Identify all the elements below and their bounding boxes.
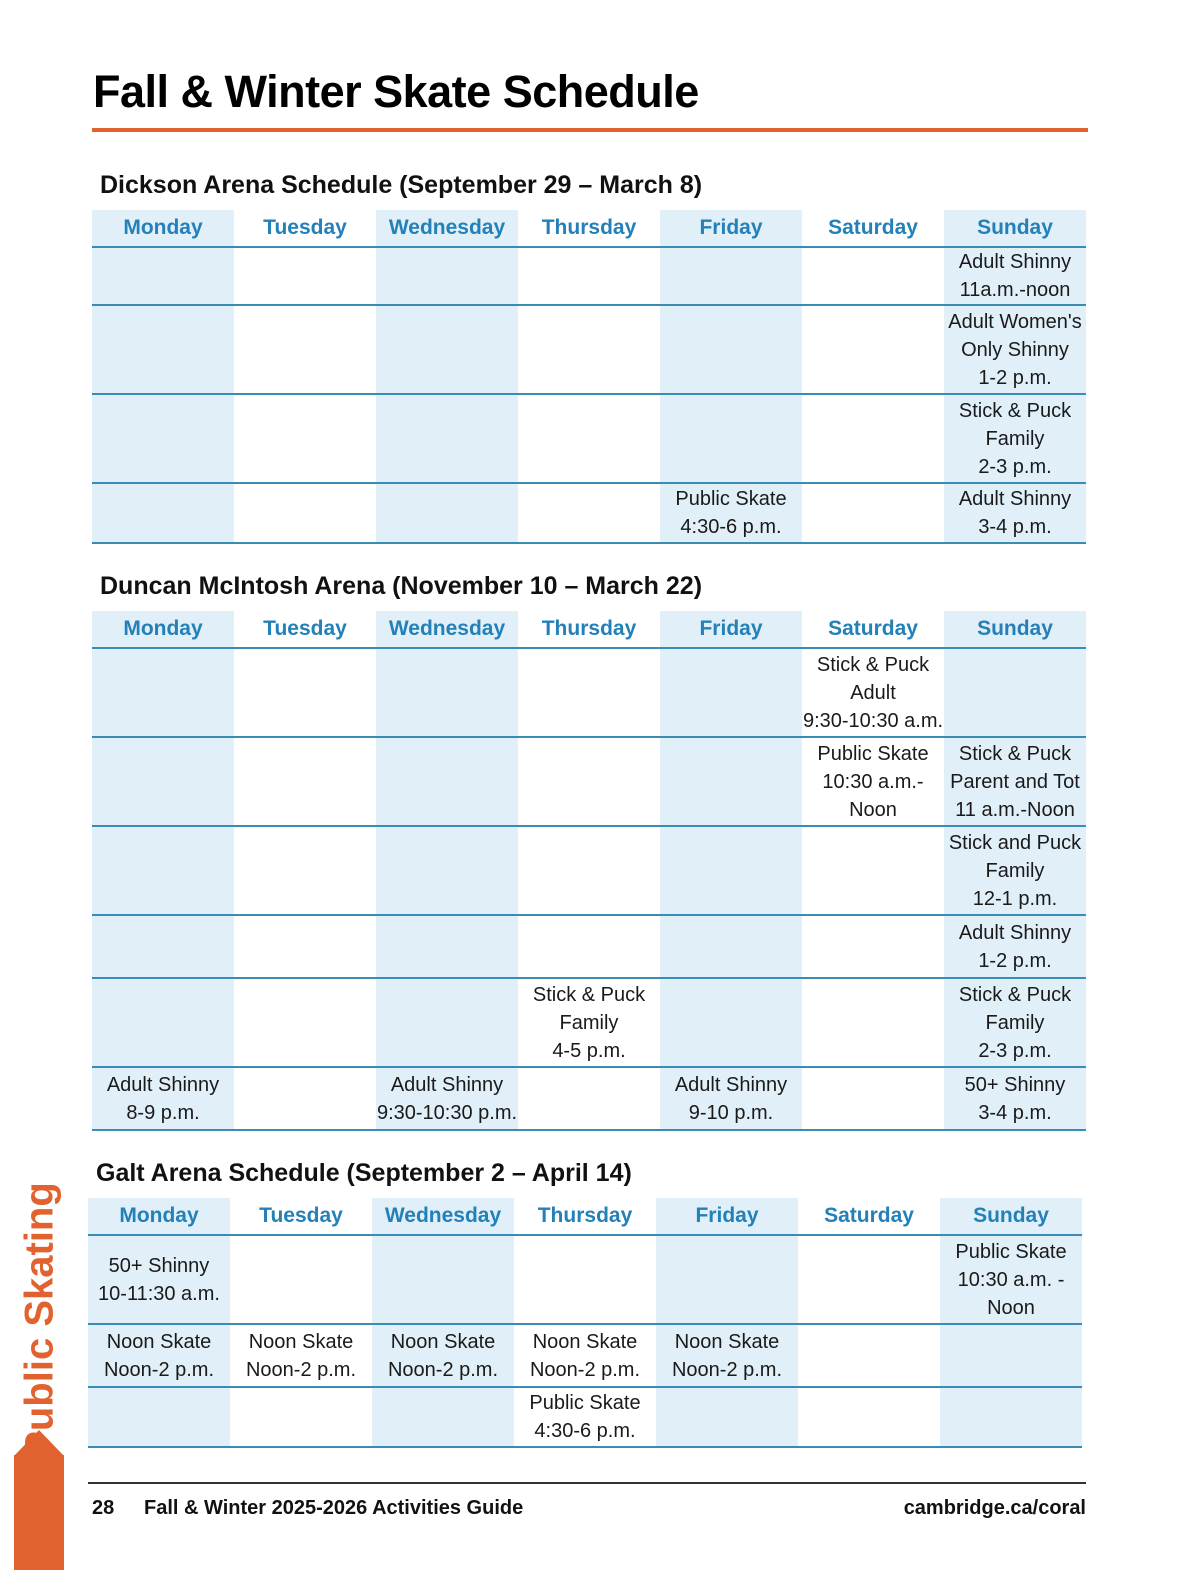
- schedule-cell-friday: [660, 737, 802, 826]
- activity-text: Adult Shinny 9:30-10:30 p.m.: [376, 1073, 518, 1124]
- guide-title: Fall & Winter 2025-2026 Activities Guide: [144, 1497, 524, 1519]
- day-header-sunday: Sunday: [940, 1198, 1082, 1235]
- section-heading: Dickson Arena Schedule (September 29 – March 8): [100, 171, 703, 199]
- schedule-cell-monday: [92, 483, 234, 543]
- table-row: [92, 648, 1086, 737]
- schedule-cell-friday: [660, 247, 802, 305]
- schedule-cell-tuesday: [234, 483, 376, 543]
- section-heading: Duncan McIntosh Arena (November 10 – March 22): [100, 572, 703, 600]
- section-heading: Galt Arena Schedule (September 2 – April 14): [96, 1159, 632, 1187]
- day-header-tuesday: Tuesday: [234, 611, 376, 648]
- schedule-cell-thursday: [518, 1067, 660, 1130]
- activity-text: 50+ Shinny 10-11:30 a.m.: [98, 1254, 220, 1305]
- schedule-cell-monday: [88, 1235, 230, 1324]
- schedule-cell-friday: [656, 1387, 798, 1447]
- activity-text: Adult Women's Only Shinny 1-2 p.m.: [948, 310, 1082, 389]
- schedule-cell-saturday: [802, 737, 944, 826]
- activity-text: Adult Shinny 9-10 p.m.: [674, 1073, 788, 1124]
- schedule-table: [92, 611, 1086, 1131]
- schedule-cell-monday: [92, 247, 234, 305]
- schedule-cell-monday: [92, 978, 234, 1067]
- schedule-cell-sunday: [944, 978, 1086, 1067]
- table-row: [92, 826, 1086, 915]
- schedule-cell-tuesday: [234, 394, 376, 483]
- table-row: [92, 305, 1086, 394]
- day-header-friday: Friday: [656, 1198, 798, 1235]
- schedule-cell-sunday: [940, 1324, 1082, 1387]
- table-row: [88, 1324, 1082, 1387]
- schedule-cell-tuesday: [234, 1067, 376, 1130]
- table-row: [92, 394, 1086, 483]
- schedule-cell-tuesday: [230, 1324, 372, 1387]
- schedule-cell-wednesday: [372, 1235, 514, 1324]
- schedule-cell-tuesday: [234, 648, 376, 737]
- day-header-wednesday: Wednesday: [376, 611, 518, 648]
- schedule-cell-wednesday: [376, 978, 518, 1067]
- schedule-cell-monday: [92, 305, 234, 394]
- schedule-cell-saturday: [802, 648, 944, 737]
- schedule-cell-sunday: [944, 737, 1086, 826]
- day-header-saturday: Saturday: [802, 611, 944, 648]
- activity-text: Stick & Puck Family 4-5 p.m.: [532, 983, 646, 1062]
- header-row: [92, 611, 1086, 648]
- day-header-tuesday: Tuesday: [234, 210, 376, 247]
- day-header-monday: Monday: [92, 210, 234, 247]
- schedule-cell-saturday: [802, 247, 944, 305]
- schedule-cell-tuesday: [234, 737, 376, 826]
- schedule-cell-saturday: [802, 915, 944, 978]
- day-header-saturday: Saturday: [798, 1198, 940, 1235]
- schedule-cell-wednesday: [376, 737, 518, 826]
- schedule-cell-wednesday: [376, 305, 518, 394]
- schedule-cell-monday: [92, 1067, 234, 1130]
- activity-text: Noon Skate Noon-2 p.m.: [671, 1330, 783, 1381]
- schedule-cell-monday: [92, 737, 234, 826]
- schedule-cell-thursday: [518, 483, 660, 543]
- schedule-cell-friday: [660, 1067, 802, 1130]
- activity-text: Adult Shinny 1-2 p.m.: [958, 921, 1072, 972]
- schedule-table: [92, 210, 1086, 544]
- schedule-cell-friday: [660, 826, 802, 915]
- day-header-thursday: Thursday: [518, 210, 660, 247]
- activity-text: Adult Shinny 8-9 p.m.: [106, 1073, 220, 1124]
- day-header-tuesday: Tuesday: [230, 1198, 372, 1235]
- schedule-cell-saturday: [798, 1235, 940, 1324]
- schedule-cell-wednesday: [376, 826, 518, 915]
- activity-text: Stick and Puck Family 12-1 p.m.: [948, 831, 1082, 910]
- activity-text: Public Skate 4:30-6 p.m.: [529, 1392, 641, 1442]
- activity-text: Noon Skate Noon-2 p.m.: [103, 1330, 215, 1381]
- schedule-cell-friday: [656, 1324, 798, 1387]
- schedule-cell-monday: [88, 1387, 230, 1447]
- schedule-cell-monday: [88, 1324, 230, 1387]
- day-header-friday: Friday: [660, 210, 802, 247]
- schedule-cell-saturday: [802, 978, 944, 1067]
- side-section-label: Public Skating: [17, 1182, 62, 1458]
- schedule-cell-sunday: [944, 394, 1086, 483]
- schedule-cell-saturday: [798, 1387, 940, 1447]
- schedule-cell-monday: [92, 826, 234, 915]
- side-tab: [14, 1455, 64, 1570]
- schedule-cell-thursday: [518, 737, 660, 826]
- schedule-cell-monday: [92, 648, 234, 737]
- schedule-cell-monday: [92, 915, 234, 978]
- day-header-saturday: Saturday: [802, 210, 944, 247]
- table-row: [88, 1387, 1082, 1447]
- schedule-cell-tuesday: [230, 1235, 372, 1324]
- day-header-thursday: Thursday: [518, 611, 660, 648]
- table-row: [92, 915, 1086, 978]
- day-header-friday: Friday: [660, 611, 802, 648]
- schedule-table: [88, 1198, 1082, 1448]
- website-link[interactable]: cambridge.ca/coral: [903, 1497, 1086, 1519]
- activity-text: Public Skate 4:30-6 p.m.: [675, 488, 787, 538]
- activity-text: Public Skate 10:30 a.m.- Noon: [817, 742, 929, 821]
- schedule-cell-tuesday: [234, 915, 376, 978]
- schedule-cell-sunday: [944, 483, 1086, 543]
- schedule-cell-wednesday: [372, 1324, 514, 1387]
- schedule-cell-sunday: [944, 915, 1086, 978]
- activity-text: 50+ Shinny 3-4 p.m.: [964, 1073, 1066, 1124]
- schedule-cell-tuesday: [234, 305, 376, 394]
- schedule-cell-sunday: [944, 826, 1086, 915]
- table-row: [88, 1235, 1082, 1324]
- schedule-cell-thursday: [518, 394, 660, 483]
- table-row: [92, 737, 1086, 826]
- schedule-cell-friday: [660, 305, 802, 394]
- day-header-sunday: Sunday: [944, 611, 1086, 648]
- activity-text: Noon Skate Noon-2 p.m.: [245, 1330, 357, 1381]
- schedule-cell-tuesday: [230, 1387, 372, 1447]
- schedule-cell-wednesday: [376, 648, 518, 737]
- page-number: 28: [92, 1497, 115, 1519]
- activity-text: Public Skate 10:30 a.m. - Noon: [955, 1240, 1067, 1319]
- schedule-cell-wednesday: [372, 1387, 514, 1447]
- schedule-cell-thursday: [518, 247, 660, 305]
- schedule-cell-sunday: [944, 247, 1086, 305]
- page-title: Fall & Winter Skate Schedule: [93, 66, 699, 117]
- schedule-cell-saturday: [802, 826, 944, 915]
- schedule-cell-thursday: [514, 1235, 656, 1324]
- table-row: [92, 483, 1086, 543]
- schedule-cell-thursday: [518, 978, 660, 1067]
- day-header-monday: Monday: [88, 1198, 230, 1235]
- dickson-arena-section: [92, 170, 1086, 544]
- schedule-cell-tuesday: [234, 978, 376, 1067]
- title-underline: [92, 128, 1088, 132]
- header-row: [88, 1198, 1082, 1235]
- day-header-wednesday: Wednesday: [372, 1198, 514, 1235]
- schedule-cell-sunday: [940, 1387, 1082, 1447]
- activity-text: Stick & Puck Family 2-3 p.m.: [958, 399, 1072, 478]
- header-row: [92, 210, 1086, 247]
- duncan-mcintosh-arena-section: [92, 571, 1086, 1131]
- schedule-cell-thursday: [518, 305, 660, 394]
- schedule-cell-sunday: [944, 305, 1086, 394]
- schedule-cell-sunday: [944, 648, 1086, 737]
- table-row: [92, 247, 1086, 305]
- table-row: [92, 978, 1086, 1067]
- schedule-cell-wednesday: [376, 394, 518, 483]
- schedule-cell-thursday: [514, 1387, 656, 1447]
- activity-text: Stick & Puck Adult 9:30-10:30 a.m.: [802, 653, 944, 732]
- day-header-sunday: Sunday: [944, 210, 1086, 247]
- schedule-cell-saturday: [802, 483, 944, 543]
- schedule-cell-saturday: [802, 305, 944, 394]
- schedule-cell-wednesday: [376, 915, 518, 978]
- activity-text: Adult Shinny 3-4 p.m.: [958, 488, 1072, 538]
- day-header-monday: Monday: [92, 611, 234, 648]
- schedule-cell-sunday: [940, 1235, 1082, 1324]
- schedule-cell-tuesday: [234, 247, 376, 305]
- schedule-cell-thursday: [518, 915, 660, 978]
- schedule-cell-thursday: [518, 648, 660, 737]
- schedule-cell-monday: [92, 394, 234, 483]
- activity-text: Stick & Puck Parent and Tot 11 a.m.-Noon: [950, 742, 1080, 821]
- activity-text: Stick & Puck Family 2-3 p.m.: [958, 983, 1072, 1062]
- activity-text: Noon Skate Noon-2 p.m.: [529, 1330, 641, 1381]
- schedule-cell-friday: [660, 483, 802, 543]
- schedule-cell-friday: [656, 1235, 798, 1324]
- schedule-cell-sunday: [944, 1067, 1086, 1130]
- galt-arena-section: [88, 1158, 1082, 1448]
- day-header-thursday: Thursday: [514, 1198, 656, 1235]
- schedule-cell-saturday: [802, 394, 944, 483]
- schedule-cell-thursday: [514, 1324, 656, 1387]
- schedule-cell-wednesday: [376, 483, 518, 543]
- footer-divider: [88, 1482, 1086, 1484]
- schedule-cell-wednesday: [376, 247, 518, 305]
- activity-text: Noon Skate Noon-2 p.m.: [387, 1330, 499, 1381]
- activity-text: Adult Shinny 11a.m.-noon: [958, 251, 1072, 301]
- schedule-cell-saturday: [798, 1324, 940, 1387]
- schedule-cell-tuesday: [234, 826, 376, 915]
- schedule-cell-wednesday: [376, 1067, 518, 1130]
- table-row: [92, 1067, 1086, 1130]
- day-header-wednesday: Wednesday: [376, 210, 518, 247]
- schedule-cell-thursday: [518, 826, 660, 915]
- schedule-cell-friday: [660, 978, 802, 1067]
- schedule-cell-friday: [660, 394, 802, 483]
- schedule-cell-saturday: [802, 1067, 944, 1130]
- schedule-cell-friday: [660, 915, 802, 978]
- schedule-cell-friday: [660, 648, 802, 737]
